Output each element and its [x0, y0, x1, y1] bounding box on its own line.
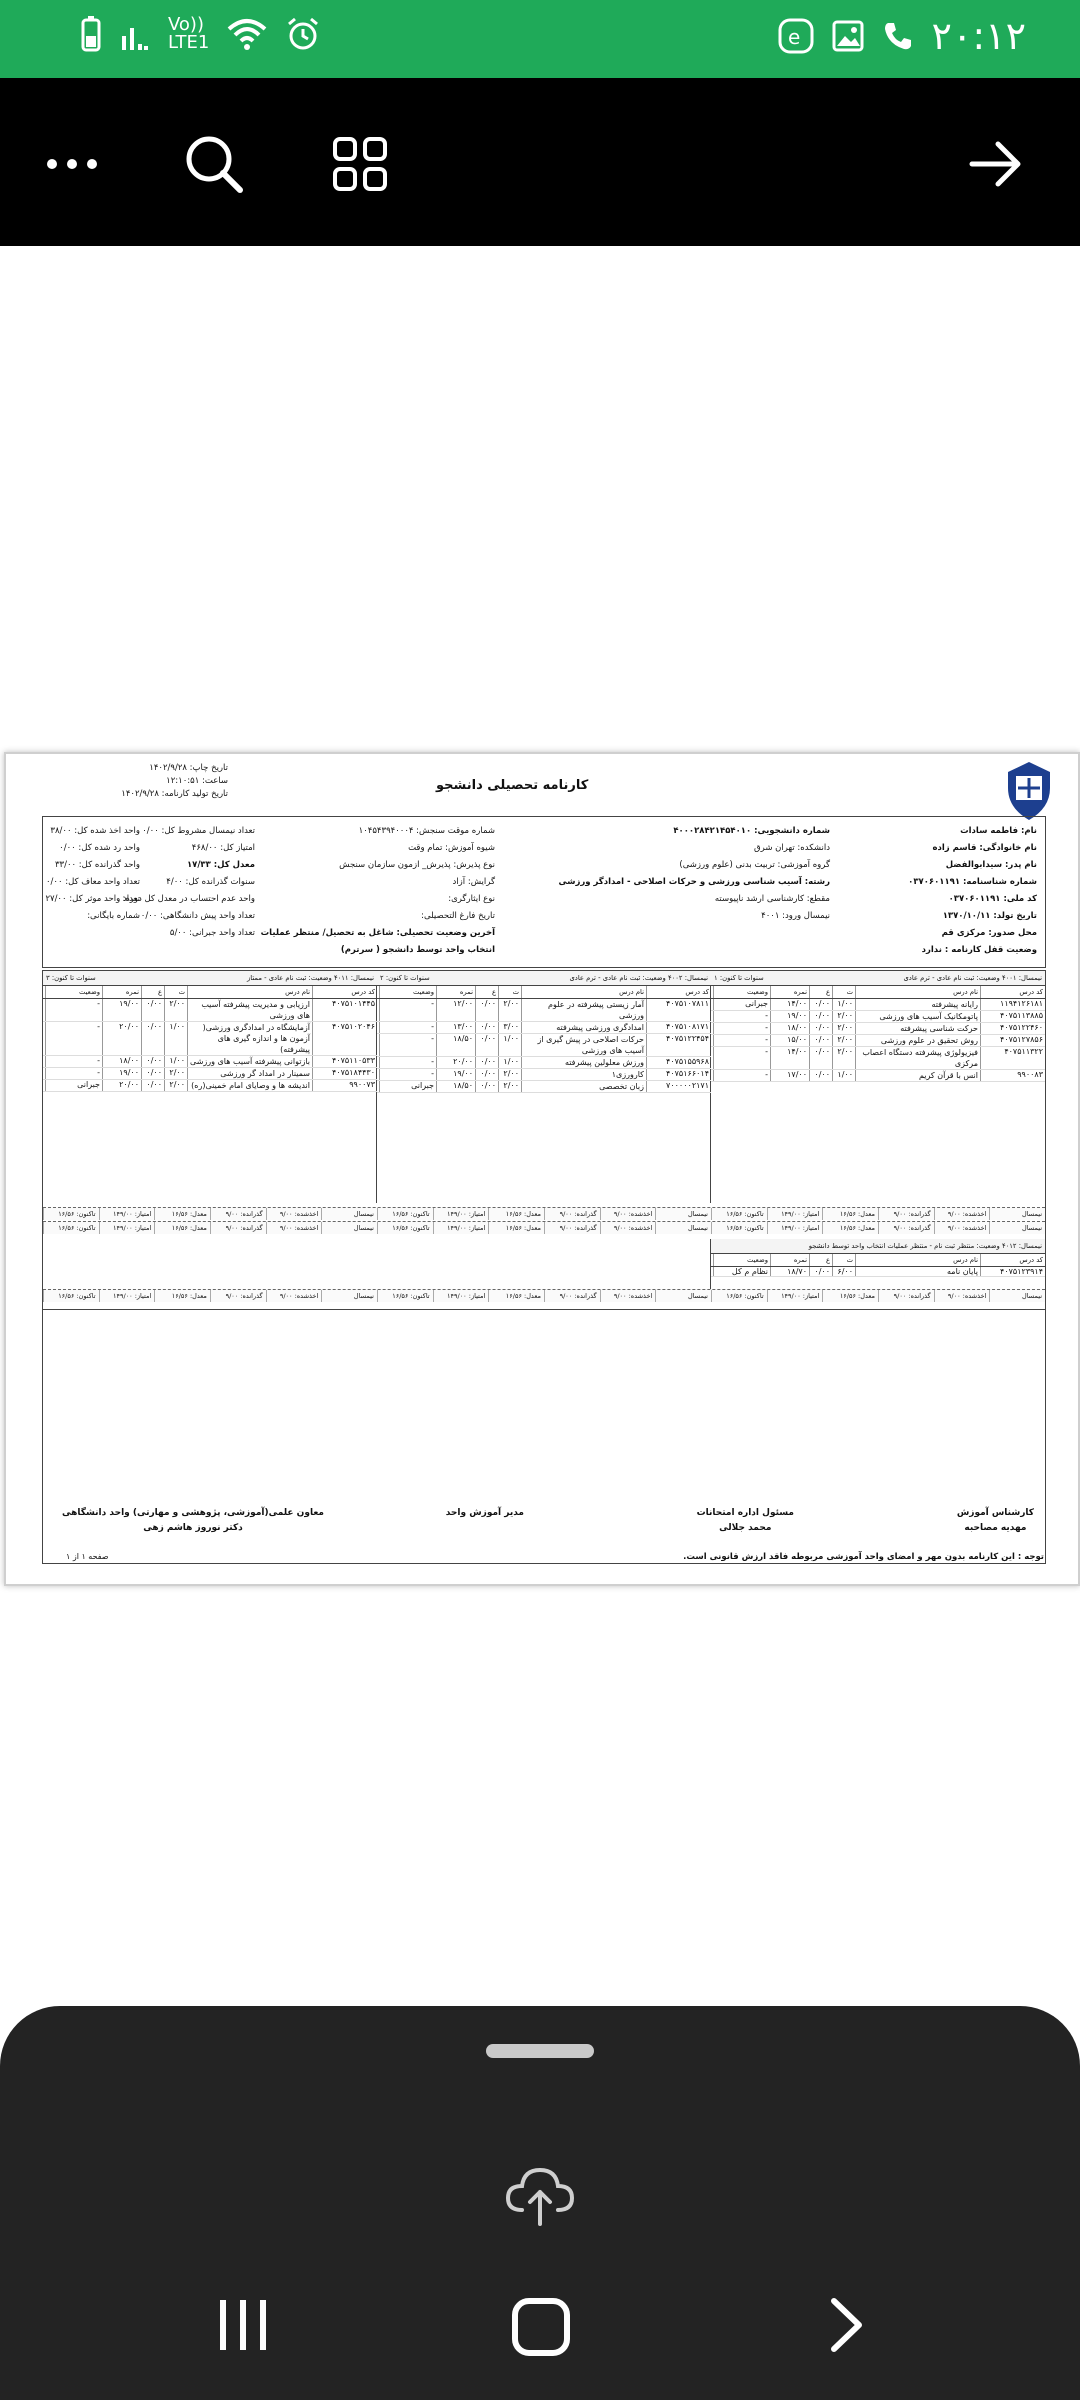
units-practical: ۰/۰۰: [809, 1023, 832, 1034]
semester-summary-line: [43, 1289, 1045, 1302]
course-code: ۴۰۷۵۱۰۲۰۴۶: [312, 1022, 377, 1055]
print-meta: [88, 762, 228, 801]
grade: ۱۴/۰۰: [770, 999, 809, 1010]
units-practical: ۰/۰۰: [475, 1081, 498, 1092]
table-row: [377, 1081, 711, 1093]
arrow-right-icon: [968, 140, 1024, 188]
summary-cell: امتیاز: ۱۴۹/۰۰: [99, 1208, 155, 1220]
summary-cell: گذرانده: ۹/۰۰: [544, 1290, 600, 1302]
course-status: -: [379, 1022, 436, 1033]
units-practical: ۰/۰۰: [475, 1057, 498, 1068]
semester-title: نیمسال: ۴۰۰۲ وضعیت: ثبت نام عادی - ترم عادی: [569, 974, 708, 982]
summary-cell: اخذشده: ۹/۰۰: [600, 1290, 656, 1302]
units-practical: ۰/۰۰: [475, 999, 498, 1021]
units-practical: ۰/۰۰: [141, 1068, 164, 1079]
units-practical: ۰/۰۰: [475, 1034, 498, 1056]
course-name: آزمایشگاه در امدادگری ورزشی( آزمون ها و اندازه گیری های پیشرفته): [187, 1022, 312, 1055]
semester-years: سنوات تا کنون: ۱: [714, 974, 764, 982]
grade: ۱۷/۰۰: [770, 1070, 809, 1081]
summary-cell: تاکنون: ۱۶/۵۶: [377, 1208, 433, 1220]
summary-cell: معدل: ۱۶/۵۶: [822, 1290, 878, 1302]
signature-expert: کارشناس آموزش مهدیه مصاحبه: [956, 1508, 1034, 1533]
course-name: فیزیولوژی پیشرفته دستگاه اعصاب مرکزی: [855, 1047, 980, 1069]
summary-cell: معدل: ۱۶/۵۶: [822, 1222, 878, 1234]
semester-rows: [711, 999, 1045, 1082]
summary-cell: تاکنون: ۱۶/۵۶: [711, 1208, 767, 1220]
table-row: [711, 1070, 1045, 1082]
nav-recents-button[interactable]: [214, 2296, 272, 2358]
table-row: [43, 1080, 377, 1092]
semester-title: نیمسال: ۴۰۱۱ وضعیت: ثبت نام عادی - ممتاز: [246, 974, 374, 982]
gallery-icon: [832, 20, 864, 52]
table-row: [711, 1023, 1045, 1035]
course-name: روش تحقیق در علوم ورزشی: [855, 1035, 980, 1046]
summary-cell: گذرانده: ۹/۰۰: [210, 1208, 266, 1220]
units-theory: ۲/۰۰: [832, 1011, 855, 1022]
grade: ۱۸/۵۰: [436, 1034, 475, 1056]
info-birth-date: تاریخ تولد: ۱۳۷۰/۱۰/۱۱: [942, 911, 1037, 921]
info-archive-number: شماره بایگانی:: [87, 911, 140, 921]
grade: ۲۰/۰۰: [102, 1080, 141, 1091]
info-units-exempt: تعداد واحد معاف کل: ۰/۰۰: [45, 877, 140, 887]
course-status: -: [713, 1023, 770, 1034]
units-theory: ۱/۰۰: [498, 1057, 521, 1068]
signature-exams: مسئول اداره امتحانات محمد جلالی: [696, 1508, 794, 1533]
info-compensatory-units: تعداد واحد جبرانی: ۵/۰۰: [169, 928, 255, 938]
course-name: آمار زیستی پیشرفته در علوم ورزشی: [521, 999, 646, 1021]
course-name: انس با قرآن کریم: [855, 1070, 980, 1081]
units-theory: ۲/۰۰: [832, 1047, 855, 1069]
semester-block-1: [710, 971, 1045, 1203]
app-e-icon: [778, 18, 814, 54]
grade: ۱۸/۰۰: [770, 1023, 809, 1034]
semester-header: [711, 1239, 1045, 1254]
grade: ۱۳/۰۰: [436, 1022, 475, 1033]
summary-cell: گذرانده: ۹/۰۰: [210, 1290, 266, 1302]
table-row: [43, 1022, 377, 1056]
signal-icon: [120, 16, 150, 52]
units-theory: ۲/۰۰: [164, 1068, 187, 1079]
semester-block-2: [376, 971, 711, 1203]
table-row: [711, 1035, 1045, 1047]
info-units-taken: واحد اخذ شده کل: ۳۸/۰۰: [50, 826, 140, 836]
course-code: ۴۰۷۵۱۶۶۰۱۴: [646, 1069, 711, 1080]
summary-cell: نیمسال: [655, 1222, 711, 1234]
home-icon: [510, 2296, 572, 2358]
units-practical: ۰/۰۰: [809, 1035, 832, 1046]
info-semesters-passed: سنوات گذرانده کل: ۴/۰۰: [166, 877, 255, 887]
course-code: ۴۰۷۵۱۵۵۹۶۸: [646, 1057, 711, 1068]
info-family: نام خانوادگی: قاسم زاده: [932, 843, 1037, 853]
grade: ۲۰/۰۰: [436, 1057, 475, 1068]
grade: ۱۹/۰۰: [102, 1068, 141, 1079]
chevron-right-icon: [826, 2296, 866, 2354]
info-national-code: کد ملی: ۰۳۷۰۶۰۱۱۹۱: [948, 894, 1037, 904]
grade: ۱۹/۰۰: [770, 1011, 809, 1022]
semester-summary-line: [43, 1221, 1045, 1234]
grade: ۱۲/۰۰: [436, 999, 475, 1021]
info-last-status: آخرین وضعیت تحصیلی: شاغل به تحصیل/ منتظر عملیات: [260, 928, 495, 938]
status-left: [80, 16, 321, 52]
table-row: [377, 1022, 711, 1034]
units-theory: ۲/۰۰: [498, 1081, 521, 1092]
semester-rows: [377, 999, 711, 1093]
units-theory: ۲/۰۰: [832, 1035, 855, 1046]
info-study-mode: شیوه آموزش: تمام وقت: [408, 843, 495, 853]
phone-icon: [882, 20, 914, 52]
course-status: -: [713, 1035, 770, 1046]
grade: ۱۸/۰۰: [102, 1056, 141, 1067]
course-status: -: [379, 1034, 436, 1056]
summary-cell: امتیاز: ۱۴۹/۰۰: [767, 1222, 823, 1234]
grade: ۱۸/۵۰: [436, 1081, 475, 1092]
more-options-button[interactable]: [24, 116, 120, 212]
info-probation: تعداد نیمسال مشروط کل: ۰/۰۰: [142, 826, 255, 836]
course-code: ۴۰۷۵۱۲۲۴۶۰: [980, 1023, 1045, 1034]
course-name: ورزش معلولین پیشرفته: [521, 1057, 646, 1068]
course-status: -: [713, 1047, 770, 1069]
semester-rows: [43, 999, 377, 1092]
grid-icon: [332, 136, 388, 192]
semester-summary-line: [43, 1207, 1045, 1220]
grid-view-button[interactable]: [312, 116, 408, 212]
status-bar: [0, 0, 1080, 78]
course-status: -: [379, 1069, 436, 1080]
summary-cell: اخذشده: ۹/۰۰: [934, 1290, 990, 1302]
info-last-status-cont: انتخاب واحد توسط دانشجو ( سرترم): [340, 945, 495, 955]
info-col-units: [45, 823, 140, 925]
course-code: ۱۱۹۴۱۲۶۱۸۱: [980, 999, 1045, 1010]
table-row: [711, 1011, 1045, 1023]
units-practical: ۰/۰۰: [141, 1056, 164, 1067]
units-theory: ۳/۰۰: [498, 1022, 521, 1033]
course-status: -: [45, 999, 102, 1021]
course-code: ۹۹۰۰۷۳: [312, 1080, 377, 1091]
summary-cell: امتیاز: ۱۴۹/۰۰: [99, 1222, 155, 1234]
info-issue-place: محل صدور: مرکزی قم: [941, 928, 1037, 938]
bottom-sheet[interactable]: [0, 2006, 1080, 2400]
course-code: ۴۰۷۵۱۰۱۴۴۵: [312, 999, 377, 1021]
summary-cell: تاکنون: ۱۶/۵۶: [377, 1222, 433, 1234]
info-veteran-type: نوع ایثارگری:: [448, 894, 495, 904]
units-theory: ۱/۰۰: [498, 1034, 521, 1056]
summary-cell: معدل: ۱۶/۵۶: [488, 1222, 544, 1234]
units-theory: ۱/۰۰: [832, 999, 855, 1010]
grade: ۱۹/۰۰: [436, 1069, 475, 1080]
units-practical: ۰/۰۰: [141, 1022, 164, 1055]
info-gpa: معدل کل: ۱۷/۳۳: [186, 860, 255, 870]
grade: ۱۵/۰۰: [770, 1035, 809, 1046]
course-code: ۴۰۷۵۱۰۸۱۷۱: [646, 1022, 711, 1033]
units-practical: ۰/۰۰: [809, 999, 832, 1010]
print-time: ساعت: ۱۲:۱۰:۵۱: [166, 776, 228, 786]
legal-note: توجه : این کارنامه بدون مهر و امضای واحد آموزشی مربوطه فاقد ارزش قانونی است.: [683, 1552, 1044, 1562]
search-icon: [184, 134, 244, 194]
course-status: -: [45, 1022, 102, 1055]
course-status: -: [45, 1068, 102, 1079]
clock: ۲۰:۱۲: [931, 14, 1026, 58]
summary-cell: گذرانده: ۹/۰۰: [544, 1222, 600, 1234]
table-row: [43, 1068, 377, 1080]
summary-cell: تاکنون: ۱۶/۵۶: [43, 1290, 99, 1302]
alarm-icon: [285, 16, 321, 52]
summary-cell: گذرانده: ۹/۰۰: [878, 1208, 934, 1220]
table-row: [711, 999, 1045, 1011]
summary-cell: نیمسال: [989, 1208, 1045, 1220]
summary-cell: معدل: ۱۶/۵۶: [822, 1208, 878, 1220]
course-code: ۴۰۷۵۱۱۳۸۸۵: [980, 1011, 1045, 1022]
column-header: کد درس نام درس ت ع نمره وضعیت: [711, 1254, 1045, 1267]
info-total-score: امتیاز کل: ۴۶۸/۰۰: [191, 843, 255, 853]
course-code: ۴۰۷۵۱۲۲۴۵۴: [646, 1034, 711, 1056]
info-col-admission: [261, 823, 495, 959]
course-status: -: [45, 1056, 102, 1067]
semester-header: [43, 971, 377, 986]
summary-cell: نیمسال: [989, 1290, 1045, 1302]
course-name: حرکت شناسی پیشرفته: [855, 1023, 980, 1034]
info-excluded-units: واحد عدم احتساب در معدل کل دوره:: [122, 894, 255, 904]
column-header: کد درس نام درس ت ع نمره وضعیت: [711, 986, 1045, 999]
course-name: بازتوانی پیشرفته آسیب های ورزشی: [187, 1056, 312, 1067]
units-theory: ۱/۰۰: [832, 1070, 855, 1081]
course-status: جبرانی: [379, 1081, 436, 1092]
semester-block-4: [710, 1239, 1045, 1289]
course-status: -: [379, 1057, 436, 1068]
units-theory: ۱/۰۰: [164, 1022, 187, 1055]
summary-cell: تاکنون: ۱۶/۵۶: [43, 1222, 99, 1234]
semester-title: نیمسال: ۴۰۰۱ وضعیت: ثبت نام عادی - ترم عادی: [903, 974, 1042, 982]
info-field: رشته: آسیب شناسی ورزشی و حرکات اصلاحی - امدادگر ورزشی: [558, 877, 830, 887]
wifi-icon: [227, 17, 267, 51]
semester-block-3: [42, 971, 377, 1203]
forward-button[interactable]: [948, 116, 1044, 212]
summary-cell: گذرانده: ۹/۰۰: [544, 1208, 600, 1220]
table-row: ۴۰۷۵۱۲۳۹۱۴ پایان نامه ۶/۰۰ ۰/۰۰ ۱۸/۷۰ نظام م کل: [711, 1267, 1045, 1277]
info-admission-type: نوع پذیرش: پذیرش_ ازمون سازمان سنجش: [339, 860, 495, 870]
summary-cell: گذرانده: ۹/۰۰: [878, 1290, 934, 1302]
units-practical: ۰/۰۰: [809, 1070, 832, 1081]
info-units-passed: واحد گذرانده کل: ۳۳/۰۰: [54, 860, 140, 870]
course-code: ۷۰۰۰۰۰۲۱۷۱: [646, 1081, 711, 1092]
grades-grid: [42, 970, 1046, 1564]
search-button[interactable]: [166, 116, 262, 212]
info-student-number: شماره دانشجویی: ۴۰۰۰۲۸۴۲۱۴۵۴۰۱۰: [673, 826, 830, 836]
info-degree: مقطع: کارشناسی ارشد ناپیوسته: [714, 894, 830, 904]
info-col-stats: [122, 823, 255, 942]
more-dots-icon: [46, 158, 98, 170]
summary-cell: تاکنون: ۱۶/۵۶: [711, 1222, 767, 1234]
grade: ۱۹/۰۰: [102, 999, 141, 1021]
units-practical: ۰/۰۰: [141, 999, 164, 1021]
transcript-title: کارنامه تحصیلی دانشجو: [436, 778, 589, 793]
info-lock-status: وضعیت قفل کارنامه : ندارد: [921, 945, 1037, 955]
signature-deputy: معاون علمی(آموزشی، پژوهشی و مهارتی) واحد دانشگاهی دکتر نوروز هاشم زهی: [62, 1508, 324, 1533]
info-name: نام: فاطمه سادات: [960, 826, 1037, 836]
units-practical: ۰/۰۰: [141, 1080, 164, 1091]
nav-home-button[interactable]: [510, 2296, 572, 2362]
info-id-number: شماره شناسنامه: ۰۳۷۰۶۰۱۱۹۱: [908, 877, 1037, 887]
units-practical: ۰/۰۰: [809, 1011, 832, 1022]
summary-cell: نیمسال: [321, 1290, 377, 1302]
student-info-box: [42, 816, 1046, 968]
info-col-academic: [559, 823, 831, 925]
info-father: نام پدر: سیدابوالفضل: [945, 860, 1037, 870]
semester-years: سنوات تا کنون: ۳: [46, 974, 96, 982]
info-units-failed: واحد رد شده کل: ۰/۰۰: [59, 843, 140, 853]
document-page[interactable]: [4, 752, 1080, 1586]
table-row: [377, 1057, 711, 1069]
semester-title: نیمسال: ۴۰۱۲ وضعیت: منتظر ثبت نام - منتظر عملیات انتخاب واحد توسط دانشجو: [808, 1242, 1042, 1250]
summary-cell: معدل: ۱۶/۵۶: [488, 1208, 544, 1220]
course-name: پاتومکانیک آسیب های ورزشی: [855, 1011, 980, 1022]
units-theory: ۲/۰۰: [832, 1023, 855, 1034]
units-theory: ۲/۰۰: [498, 999, 521, 1021]
summary-cell: اخذشده: ۹/۰۰: [600, 1208, 656, 1220]
course-code: ۴۰۷۵۱۱۳۲۲: [980, 1047, 1045, 1069]
print-date: تاریخ چاپ: ۱۴۰۲/۹/۲۸: [149, 763, 228, 773]
summary-cell: اخذشده: ۹/۰۰: [266, 1222, 322, 1234]
course-name: حرکات اصلاحی در پیش گیری از آسیب های ورزشی: [521, 1034, 646, 1056]
summary-cell: امتیاز: ۱۴۹/۰۰: [433, 1290, 489, 1302]
summary-cell: اخذشده: ۹/۰۰: [266, 1290, 322, 1302]
course-name: کارورزی۱: [521, 1069, 646, 1080]
summary-cell: اخذشده: ۹/۰۰: [934, 1222, 990, 1234]
table-row: [43, 999, 377, 1022]
column-header: کد درس نام درس ت ع نمره وضعیت: [43, 986, 377, 999]
table-row: [43, 1056, 377, 1068]
summary-cell: اخذشده: ۹/۰۰: [266, 1208, 322, 1220]
course-code: ۹۹۰۰۸۳: [980, 1070, 1045, 1081]
course-code: ۴۰۷۵۱۰۷۸۱۱: [646, 999, 711, 1021]
table-row: [377, 1069, 711, 1081]
course-name: ارزیابی و مدیریت پیشرفته آسیب های ورزشی: [187, 999, 312, 1021]
course-code: ۴۰۷۵۱۸۴۴۳۰: [312, 1068, 377, 1079]
course-name: رایانه پیشرفته: [855, 999, 980, 1010]
svg-text:e: e: [787, 25, 800, 49]
info-entry-semester: نیمسال ورود: ۴۰۰۱: [761, 911, 830, 921]
summary-cell: امتیاز: ۱۴۹/۰۰: [99, 1290, 155, 1302]
summary-cell: معدل: ۱۶/۵۶: [154, 1222, 210, 1234]
summary-cell: اخذشده: ۹/۰۰: [934, 1208, 990, 1220]
summary-cell: امتیاز: ۱۴۹/۰۰: [433, 1222, 489, 1234]
nav-back-button[interactable]: [826, 2296, 866, 2358]
grade: ۱۴/۰۰: [770, 1047, 809, 1069]
signature-education-manager: مدیر آموزش واحد: [445, 1508, 524, 1518]
course-name: اندیشه ها و وصایای امام خمینی(ره): [187, 1080, 312, 1091]
status-right: [778, 14, 1026, 58]
summary-cell: معدل: ۱۶/۵۶: [154, 1208, 210, 1220]
generate-date: تاریخ تولید کارنامه: ۱۴۰۲/۹/۲۸: [121, 789, 228, 799]
summary-cell: نیمسال: [655, 1208, 711, 1220]
lte-indicator: Vo)) LTE1: [168, 14, 210, 53]
units-practical: ۰/۰۰: [475, 1069, 498, 1080]
summary-cell: امتیاز: ۱۴۹/۰۰: [767, 1290, 823, 1302]
info-temp-number: شماره موقت سنجش: ۱۰۴۵۴۳۹۴۰۰۰۴: [358, 826, 495, 836]
units-practical: ۰/۰۰: [475, 1022, 498, 1033]
column-header: کد درس نام درس ت ع نمره وضعیت: [377, 986, 711, 999]
summary-cell: معدل: ۱۶/۵۶: [154, 1290, 210, 1302]
battery-icon: [80, 16, 102, 52]
transcript-footer: [42, 1506, 1044, 1566]
info-graduation-date: تاریخ فارغ التحصیلی:: [421, 911, 495, 921]
drag-handle[interactable]: [486, 2044, 594, 2058]
summary-cell: اخذشده: ۹/۰۰: [600, 1222, 656, 1234]
cloud-upload-icon[interactable]: [502, 2158, 578, 2234]
summary-cell: امتیاز: ۱۴۹/۰۰: [433, 1208, 489, 1220]
info-units-effective: تعداد واحد موثر کل: ۲۷/۰۰: [45, 894, 140, 904]
info-department: گروه آموزشی: تربیت بدنی (علوم ورزشی): [679, 860, 830, 870]
recents-icon: [214, 2296, 272, 2354]
course-status: -: [379, 999, 436, 1021]
table-row: [711, 1047, 1045, 1070]
units-theory: ۲/۰۰: [498, 1069, 521, 1080]
grade: ۲۰/۰۰: [102, 1022, 141, 1055]
course-code: ۴۰۷۵۱۱۰۵۳۳: [312, 1056, 377, 1067]
semester-years: سنوات تا کنون: ۲: [380, 974, 430, 982]
table-row: [377, 1034, 711, 1057]
units-theory: ۲/۰۰: [164, 999, 187, 1021]
summary-cell: نیمسال: [989, 1222, 1045, 1234]
semester-header: [711, 971, 1045, 986]
units-theory: ۱/۰۰: [164, 1056, 187, 1067]
course-status: -: [713, 1011, 770, 1022]
units-practical: ۰/۰۰: [809, 1047, 832, 1069]
university-logo-icon: [1004, 760, 1054, 822]
course-name: امدادگری ورزشی پیشرفته: [521, 1022, 646, 1033]
course-name: زبان تخصصی: [521, 1081, 646, 1092]
course-code: ۴۰۷۵۱۲۷۸۵۶: [980, 1035, 1045, 1046]
summary-cell: نیمسال: [321, 1208, 377, 1220]
info-orientation: گرایش: آزاد: [452, 877, 495, 887]
course-status: جبرانی: [45, 1080, 102, 1091]
info-col-personal: [908, 823, 1037, 959]
summary-cell: گذرانده: ۹/۰۰: [210, 1222, 266, 1234]
summary-cell: نیمسال: [321, 1222, 377, 1234]
summary-cell: معدل: ۱۶/۵۶: [488, 1290, 544, 1302]
summary-cell: گذرانده: ۹/۰۰: [878, 1222, 934, 1234]
units-theory: ۲/۰۰: [164, 1080, 187, 1091]
course-status: -: [713, 1070, 770, 1081]
summary-cell: تاکنون: ۱۶/۵۶: [711, 1290, 767, 1302]
page-number: صفحه ۱ از ۱: [66, 1552, 109, 1561]
viewer-toolbar: [0, 78, 1080, 246]
course-name: سمینار در امداد گر ورزشی: [187, 1068, 312, 1079]
course-status: جبرانی: [713, 999, 770, 1010]
summary-cell: تاکنون: ۱۶/۵۶: [43, 1208, 99, 1220]
summary-cell: امتیاز: ۱۴۹/۰۰: [767, 1208, 823, 1220]
info-faculty: دانشکده: تهران شرق: [754, 843, 830, 853]
table-row: [377, 999, 711, 1022]
summary-cell: نیمسال: [655, 1290, 711, 1302]
semester-header: [377, 971, 711, 986]
info-pre-units: تعداد واحد پیش دانشگاهی: ۰/۰۰: [140, 911, 255, 921]
summary-cell: تاکنون: ۱۶/۵۶: [377, 1290, 433, 1302]
